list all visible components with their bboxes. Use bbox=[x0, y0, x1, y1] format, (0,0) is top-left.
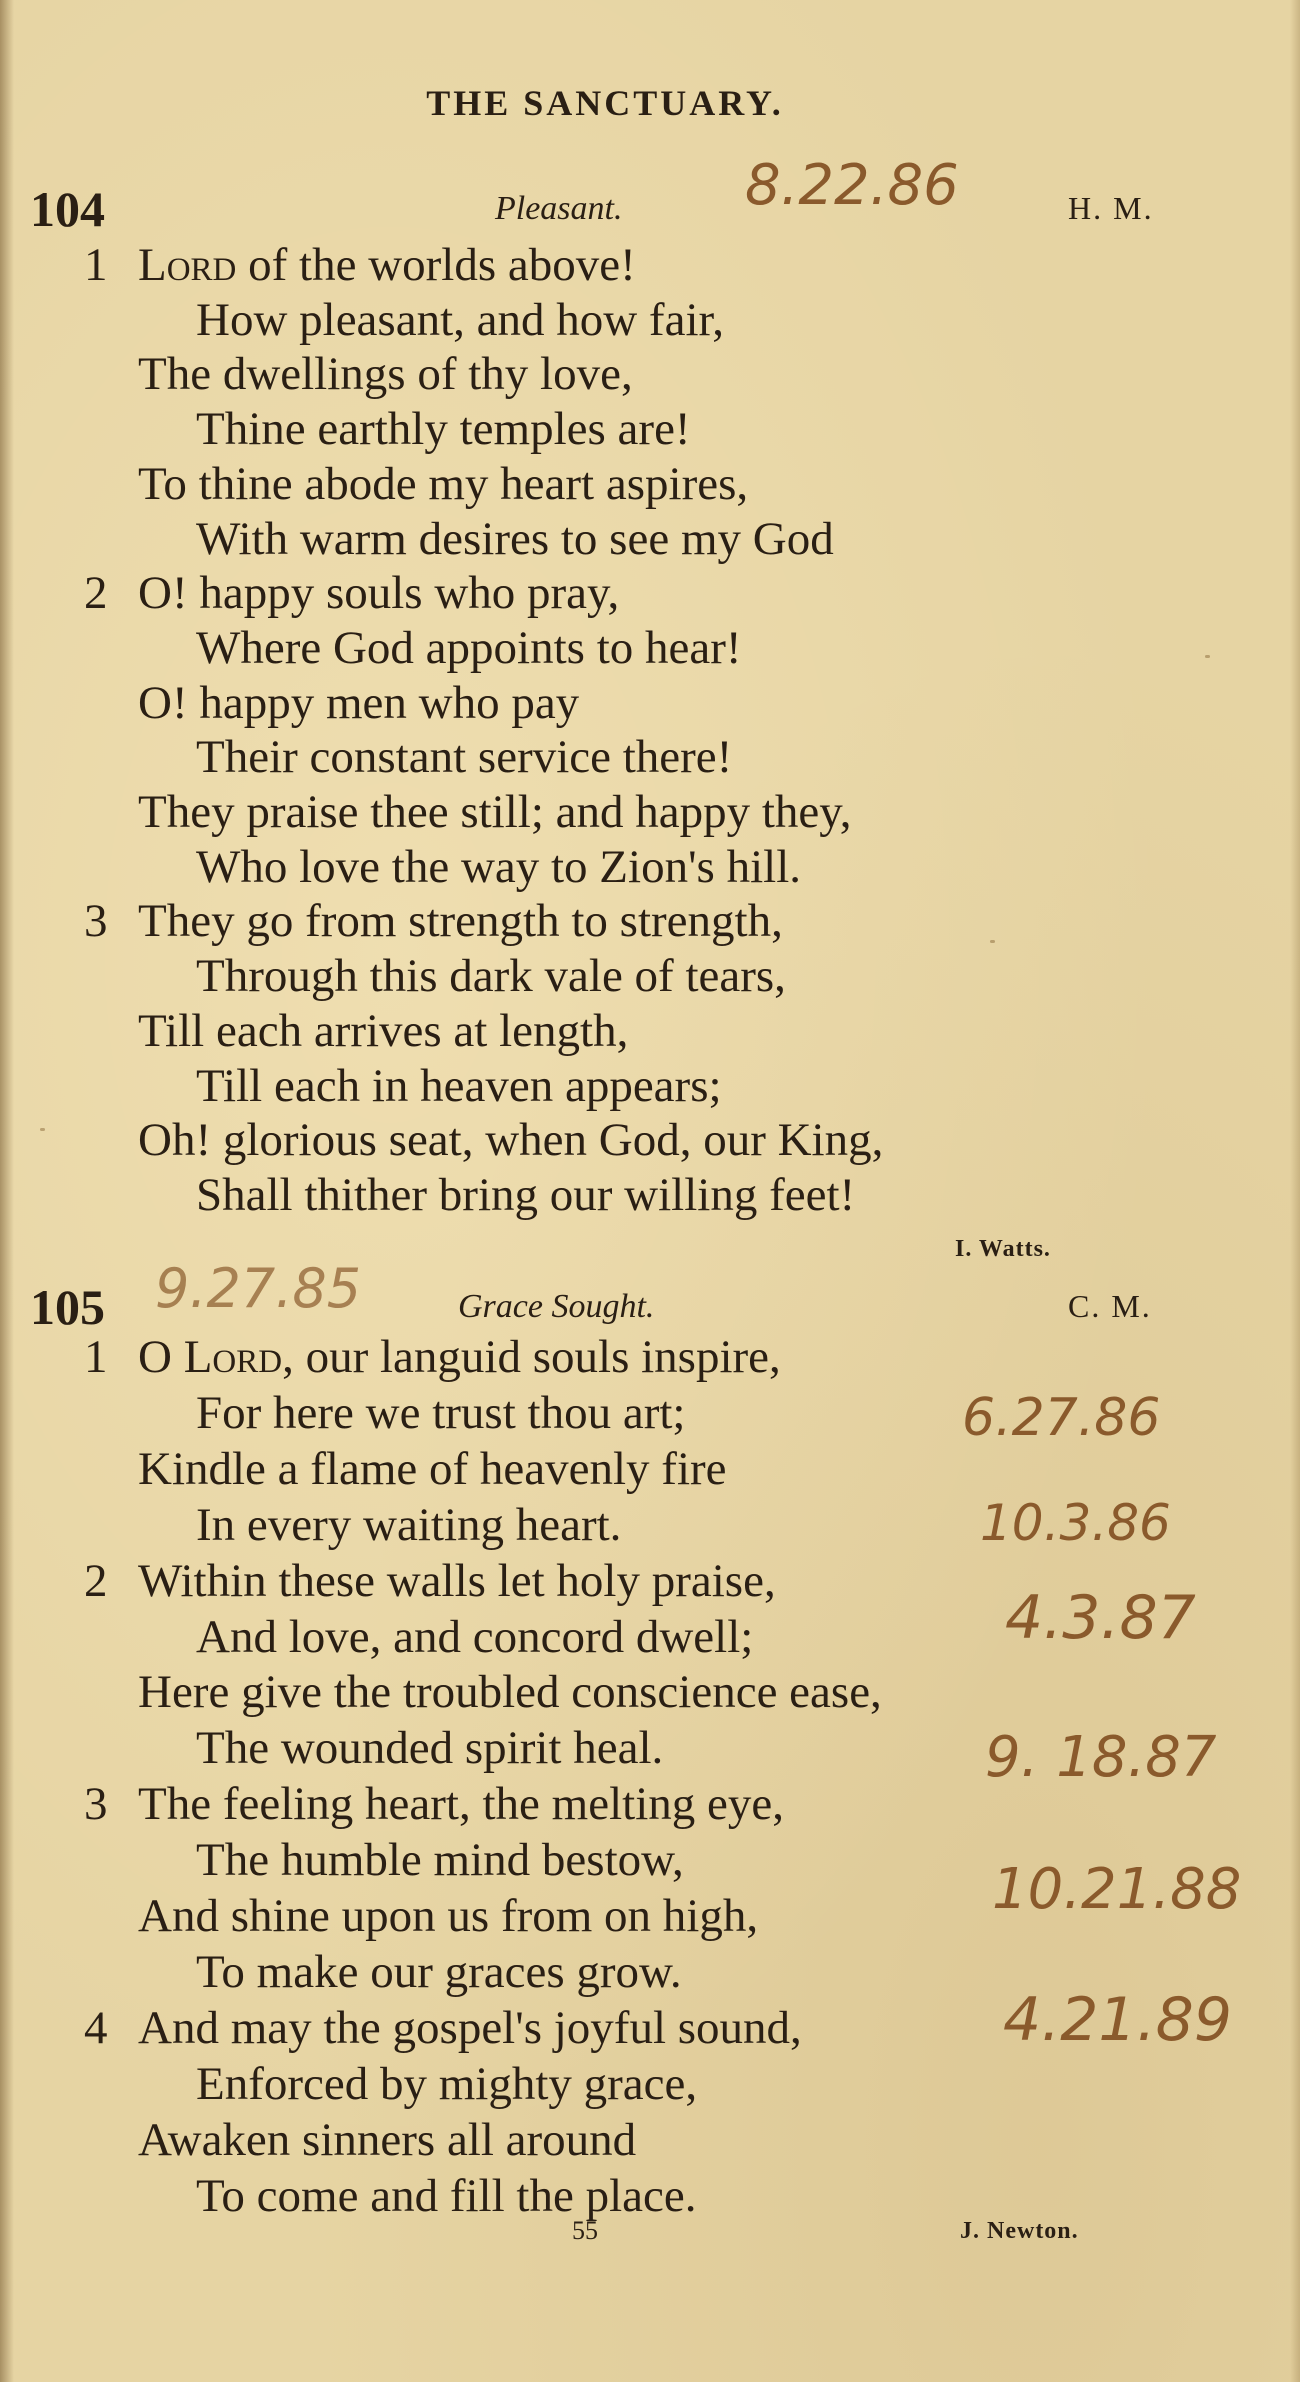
line-text: They praise thee still; and happy they, bbox=[138, 786, 852, 838]
line-text: Here give the troubled conscience ease, bbox=[138, 1666, 882, 1719]
verse-number: 1 bbox=[84, 1331, 108, 1383]
verse-line bbox=[196, 840, 802, 893]
line-text: Within these walls let holy praise, bbox=[138, 1554, 776, 1607]
line-text: Shall thither bring our willing feet! bbox=[196, 1168, 856, 1221]
handwritten-date: 10.21.88 bbox=[992, 1857, 1242, 1922]
verse-line bbox=[196, 2169, 697, 2222]
line-text: How pleasant, and how fair, bbox=[196, 293, 725, 346]
verse-line bbox=[196, 1386, 686, 1439]
verse-line bbox=[138, 1114, 884, 1167]
verse-line bbox=[196, 2057, 698, 2110]
verse-line bbox=[138, 676, 580, 729]
line-text: Enforced by mighty grace, bbox=[196, 2057, 698, 2110]
line-text: O! happy men who pay bbox=[138, 676, 580, 729]
verse-line bbox=[196, 621, 742, 674]
verse-line bbox=[196, 293, 725, 346]
line-text: Thine earthly temples are! bbox=[196, 403, 691, 456]
verse-number: 1 bbox=[84, 239, 108, 291]
line-text: And love, and concord dwell; bbox=[196, 1610, 754, 1663]
verse-line bbox=[138, 895, 783, 948]
small-caps-word: Lord bbox=[138, 239, 237, 291]
verse-line bbox=[196, 950, 786, 1003]
handwritten-date: 10.3.86 bbox=[980, 1494, 1171, 1552]
line-text: Kindle a flame of heavenly fire bbox=[138, 1442, 727, 1495]
line-text: Through this dark vale of tears, bbox=[196, 950, 786, 1003]
verse-line bbox=[196, 1610, 754, 1663]
verse-number: 4 bbox=[84, 2001, 108, 2054]
verse-line bbox=[138, 2001, 802, 2054]
line-text: The humble mind bestow, bbox=[196, 1834, 684, 1887]
hymn-104-header bbox=[0, 180, 1300, 240]
line-text: They go from strength to strength, bbox=[138, 895, 783, 948]
verse-line bbox=[196, 1498, 622, 1551]
running-head: THE SANCTUARY. bbox=[426, 83, 784, 123]
line-text: Awaken sinners all around bbox=[138, 2113, 637, 2166]
verse-line bbox=[138, 567, 620, 620]
verse-line bbox=[196, 1834, 684, 1887]
verse-line bbox=[138, 1890, 759, 1942]
paper-speck bbox=[40, 1128, 45, 1131]
line-text: O! happy souls who pray, bbox=[138, 567, 620, 620]
page-right-edge bbox=[1290, 0, 1300, 2382]
verse-line bbox=[138, 1778, 784, 1831]
handwritten-date: 4.3.87 bbox=[1005, 1583, 1196, 1653]
verse-line bbox=[138, 1666, 882, 1719]
page-number: 55 bbox=[572, 2216, 598, 2245]
line-text: And shine upon us from on high, bbox=[138, 1890, 759, 1942]
line-text: The feeling heart, the melting eye, bbox=[138, 1778, 784, 1831]
line-text: In every waiting heart. bbox=[196, 1498, 622, 1551]
verse-line bbox=[138, 1442, 727, 1495]
verse-line bbox=[196, 403, 691, 456]
verse-line bbox=[196, 1059, 722, 1112]
handwritten-date: 9. 18.87 bbox=[985, 1725, 1217, 1790]
verse-line bbox=[138, 239, 636, 291]
paper-speck bbox=[990, 940, 995, 943]
handwritten-date: 9.27.85 bbox=[155, 1257, 362, 1320]
line-text: The wounded spirit heal. bbox=[196, 1722, 664, 1775]
meter: H. M. bbox=[1068, 190, 1154, 226]
verse-line bbox=[138, 1004, 629, 1057]
verse-line bbox=[138, 2113, 637, 2166]
line-text: Their constant service there! bbox=[196, 731, 733, 784]
verse-number: 2 bbox=[84, 567, 108, 620]
verse-line bbox=[138, 457, 749, 510]
line-text: , our languid souls inspire, bbox=[282, 1331, 781, 1383]
verse-number: 3 bbox=[84, 895, 108, 948]
verse-line bbox=[196, 512, 834, 565]
verse-line bbox=[138, 348, 633, 401]
meter: C. M. bbox=[1068, 1288, 1152, 1324]
line-text: The dwellings of thy love, bbox=[138, 348, 633, 401]
hymn-number: 104 bbox=[30, 181, 105, 237]
handwritten-date: 4.21.89 bbox=[1003, 1985, 1233, 2055]
hymn-number: 105 bbox=[30, 1279, 105, 1335]
small-caps-word: Lord bbox=[183, 1331, 283, 1383]
line-text: To come and fill the place. bbox=[196, 2169, 697, 2222]
line-text: For here we trust thou art; bbox=[196, 1386, 686, 1439]
verse-line bbox=[138, 786, 852, 838]
hymn-104-author: I. Watts. bbox=[955, 1236, 1051, 1262]
line-text: And may the gospel's joyful sound, bbox=[138, 2001, 802, 2054]
tune-name: Pleasant. bbox=[495, 190, 623, 227]
line-text: To make our graces grow. bbox=[196, 1945, 682, 1998]
line-text: Till each in heaven appears; bbox=[196, 1059, 722, 1112]
verse-line bbox=[138, 1554, 776, 1607]
line-prefix: O bbox=[138, 1331, 184, 1383]
handwritten-date: 6.27.86 bbox=[962, 1388, 1161, 1448]
line-text: Oh! glorious seat, when God, our King, bbox=[138, 1114, 884, 1167]
line-text: Who love the way to Zion's hill. bbox=[196, 840, 802, 893]
verse-line bbox=[138, 1331, 781, 1383]
verse-line bbox=[196, 731, 733, 784]
verse-number: 3 bbox=[84, 1778, 108, 1831]
verse-line bbox=[196, 1168, 856, 1221]
line-text: Where God appoints to hear! bbox=[196, 621, 742, 674]
verse-line bbox=[196, 1945, 682, 1998]
line-text: With warm desires to see my God bbox=[196, 512, 834, 565]
tune-name: Grace Sought. bbox=[458, 1288, 655, 1325]
line-text: of the worlds above! bbox=[236, 239, 636, 291]
page-edge-shadow bbox=[0, 0, 14, 2382]
line-text: Till each arrives at length, bbox=[138, 1004, 629, 1057]
line-text: To thine abode my heart aspires, bbox=[138, 457, 749, 510]
verse-number: 2 bbox=[84, 1554, 108, 1607]
paper-speck bbox=[1205, 655, 1210, 658]
verse-line bbox=[196, 1722, 664, 1775]
handwritten-date: 8.22.86 bbox=[745, 153, 959, 218]
hymn-105-author: J. Newton. bbox=[960, 2218, 1079, 2244]
